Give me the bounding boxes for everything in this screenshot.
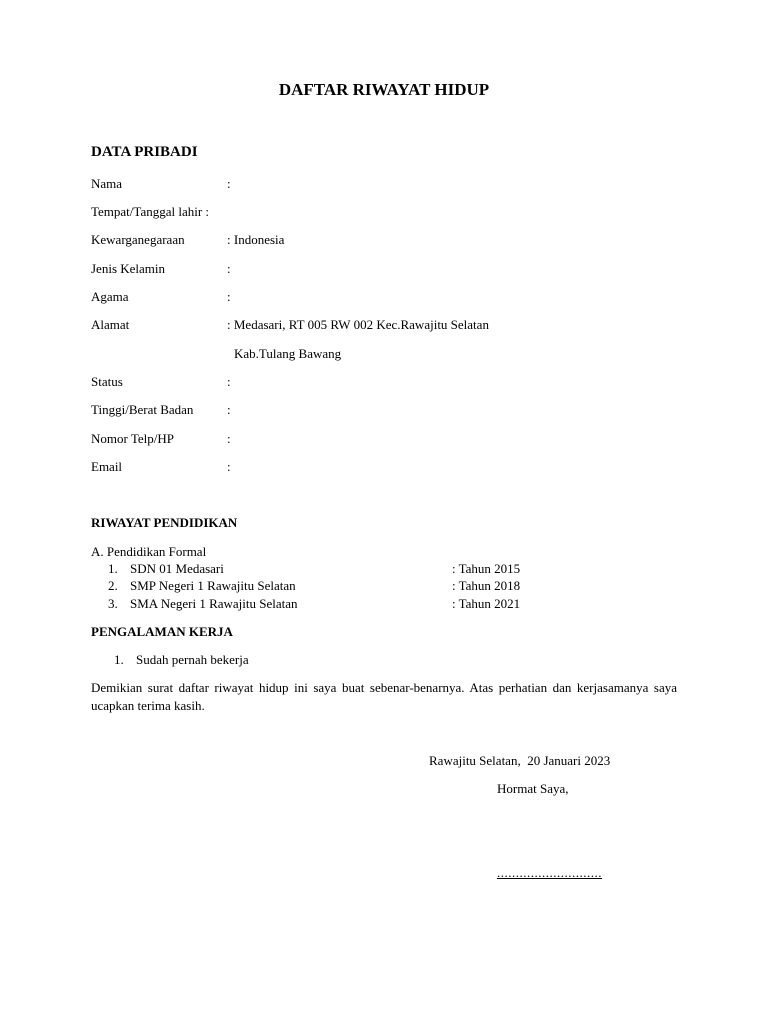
- closing-paragraph: Demikian surat daftar riwayat hidup ini saya buat sebenar-benarnya. Atas perhatian dan kerjasamanya saya ucapkan terima kasih.: [91, 680, 677, 713]
- regards: Hormat Saya,: [497, 781, 569, 796]
- label-kewarganegaraan: Kewarganegaraan: [91, 232, 185, 247]
- place-date: Rawajitu Selatan, 20 Januari 2023: [429, 753, 611, 768]
- education-item-school: SMA Negeri 1 Rawajitu Selatan: [130, 596, 298, 611]
- value-alamat: : Medasari, RT 005 RW 002 Kec.Rawajitu Selatan: [227, 317, 489, 332]
- value-nama: :: [227, 176, 231, 191]
- document-title: DAFTAR RIWAYAT HIDUP: [278, 80, 490, 99]
- experience-item-text: Sudah pernah bekerja: [136, 652, 249, 667]
- education-item-school: SDN 01 Medasari: [130, 561, 224, 576]
- education-item-school: SMP Negeri 1 Rawajitu Selatan: [130, 578, 296, 593]
- education-item-number: 2.: [108, 578, 118, 593]
- label-nama: Nama: [91, 176, 123, 191]
- label-agama: Agama: [91, 289, 129, 304]
- value-status: :: [227, 374, 231, 389]
- education-subheading: A. Pendidikan Formal: [91, 544, 207, 559]
- value-nomor-telp: :: [227, 431, 231, 446]
- signature-line: ............................: [497, 865, 602, 880]
- education-heading: RIWAYAT PENDIDIKAN: [91, 515, 238, 530]
- experience-item-number: 1.: [114, 652, 124, 667]
- education-item-year: : Tahun 2015: [452, 561, 521, 576]
- value-agama: :: [227, 289, 231, 304]
- value-kewarganegaraan: : Indonesia: [227, 232, 285, 247]
- value-email: :: [227, 459, 231, 474]
- label-email: Email: [91, 459, 123, 474]
- label-nomor-telp: Nomor Telp/HP: [91, 431, 174, 446]
- value-jenis-kelamin: :: [227, 261, 231, 276]
- value-alamat-line2: Kab.Tulang Bawang: [234, 346, 342, 361]
- personal-data-heading: DATA PRIBADI: [91, 144, 198, 160]
- label-tempat-tanggal-lahir: Tempat/Tanggal lahir :: [91, 204, 210, 219]
- value-tinggi-berat-badan: :: [227, 402, 231, 417]
- education-item-year: : Tahun 2018: [452, 578, 521, 593]
- label-jenis-kelamin: Jenis Kelamin: [91, 261, 166, 276]
- experience-heading: PENGALAMAN KERJA: [91, 624, 233, 639]
- education-item-number: 3.: [108, 596, 118, 611]
- education-item-year: : Tahun 2021: [452, 596, 521, 611]
- label-status: Status: [91, 374, 123, 389]
- label-alamat: Alamat: [91, 317, 130, 332]
- education-item-number: 1.: [108, 561, 118, 576]
- label-tinggi-berat-badan: Tinggi/Berat Badan: [91, 402, 194, 417]
